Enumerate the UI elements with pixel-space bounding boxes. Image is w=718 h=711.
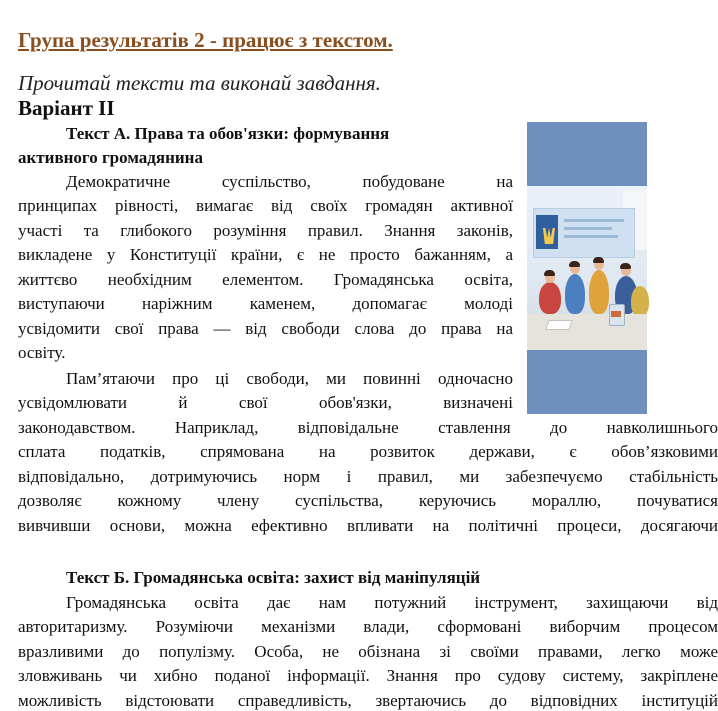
text-a-line: життєво необхідним елементом. Громадянська освіта, [18,270,513,289]
text-b-line: Громадянська освіта дає нам потужний інструмент, захищаючи від [66,593,718,612]
text-a-line: участі та глибокого розуміння правил. Знання законів, [18,221,513,240]
student-hair [593,257,604,263]
student-figure [565,274,585,314]
student-hair [544,270,555,276]
table [527,314,647,350]
text-b-line: зловживань чи хибно поданої інформації. Знання про судову систему, закріплене [18,666,718,685]
task-instruction: Прочитай тексти та виконай завдання. [18,71,381,95]
variant-label: Варіант ІІ [18,96,115,120]
text-a-line: Демократичне суспільство, побудоване на [66,172,513,191]
text-a-line: освіту. [18,343,66,362]
text-b-line: можливість відстоювати справедливість, звертаючись до відповідних інституцій [18,691,718,710]
student-hair [620,263,631,269]
text-a-line: законодавством. Наприклад, відповідальне ставлення до навколишнього [18,418,718,437]
text-a-title-cont: активного громадянина [18,148,203,167]
text-a-line: Пам’ятаючи про ці свободи, ми повинні одночасно [66,369,513,388]
text-a-line: принципах рівності, вимагає від своїх громадян активної [18,196,513,215]
student-figure [589,270,609,314]
text-a-line: вивчивши основи, можна ефективно впливати на політичні процеси, досягаючи [18,516,718,535]
text-a-line: усвідомлювати й свої обов'язки, визначені [18,393,513,412]
text-a-line: усвідомити свої права — від свободи слова до права на [18,319,513,338]
classroom-scene [527,186,647,350]
text-b-line: вразливими до популізму. Особа, не обізнана зі своїми правами, легко може [18,642,718,661]
text-a-line: дозволяє кожному члену суспільства, керуючись мораллю, почуватися [18,491,718,510]
text-a-line: виступаючи наріжним каменем, допомагає молоді [18,294,513,313]
open-book [545,320,573,330]
coat-of-arms-panel [536,215,558,249]
text-b-title: Текст Б. Громадянська освіта: захист від маніпуляцій [66,568,481,587]
trident-icon [543,228,555,244]
board-text-line [564,219,624,222]
students-classroom-illustration [527,122,647,414]
text-a-line: сплата податків, спрямована на розвиток держави, є обов’язковими [18,442,718,461]
presentation-board [533,208,635,258]
text-b-line: авторитаризму. Розуміючи механізми влади, сформовані виборчим процесом [18,617,718,636]
student-figure [631,286,649,316]
board-text-line [564,235,618,238]
text-a-title: Текст А. Права та обов'язки: формування [66,124,390,143]
text-a-line: викладене у Конституції країни, є не просто бажанням, а [18,245,513,264]
section-heading: Група результатів 2 - працює з текстом. [18,28,393,52]
jar-label [611,311,621,317]
student-figure [539,282,561,314]
student-hair [569,261,580,267]
board-text-line [564,227,612,230]
text-a-line: відповідально, дотримуючись норм і правил, ми забезпечуємо стабільність [18,467,718,486]
